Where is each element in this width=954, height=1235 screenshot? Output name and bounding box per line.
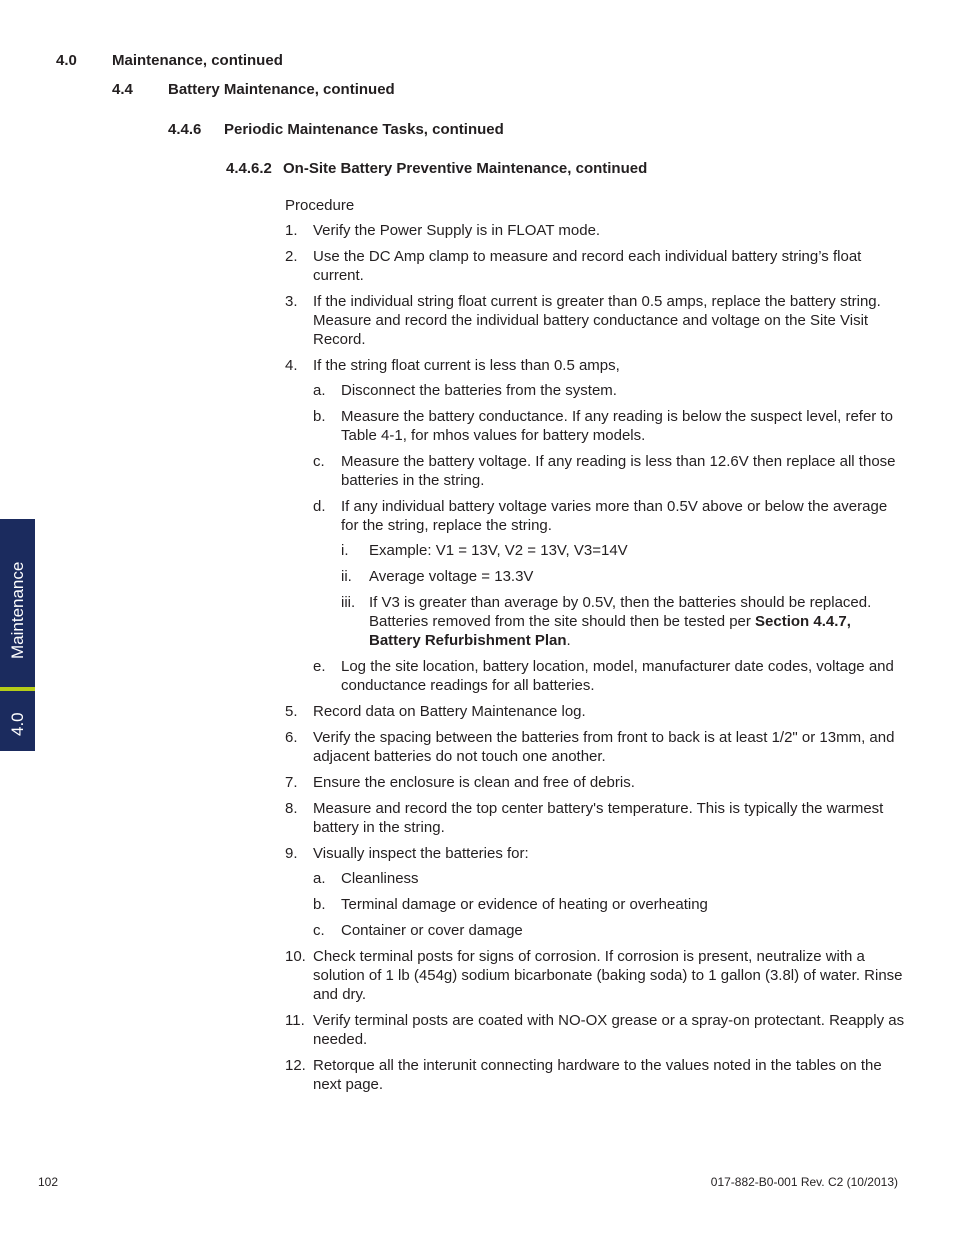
substep-letter: a.	[313, 870, 326, 887]
substep-text: Example: V1 = 13V, V2 = 13V, V3=14V	[369, 542, 628, 559]
step-number: 8.	[285, 800, 298, 817]
step-2	[285, 247, 905, 285]
step-text: Ensure the enclosure is clean and free of debris.	[313, 774, 635, 791]
step-text: Visually inspect the batteries for:	[313, 845, 529, 862]
step-text: Measure and record the top center battery's temperature. This is typically the warmest battery in the string.	[313, 800, 884, 836]
substep-letter: b.	[313, 896, 326, 913]
substep-9c	[313, 921, 905, 940]
substep-text: Disconnect the batteries from the system.	[341, 382, 617, 399]
substep-text: Measure the battery conductance. If any reading is below the suspect level, refer to Table 4-1, for mhos values for battery models.	[341, 408, 893, 444]
sub-substeps	[341, 541, 905, 650]
substep-9a	[313, 869, 905, 888]
step-text: Verify terminal posts are coated with NO-OX grease or a spray-on protectant. Reapply as needed.	[313, 1012, 905, 1048]
step-6	[285, 728, 905, 766]
procedure-label: Procedure	[285, 197, 355, 214]
step-number: 7.	[285, 774, 298, 791]
step-number: 1.	[285, 222, 298, 239]
step-3	[285, 292, 905, 349]
step-number: 3.	[285, 293, 298, 310]
substep-letter: c.	[313, 922, 325, 939]
substep-letter: b.	[313, 408, 326, 425]
substep-4c	[313, 452, 905, 490]
substeps	[313, 869, 905, 940]
step-11	[285, 1011, 905, 1049]
substep-letter: a.	[313, 382, 326, 399]
substep-4d-iii	[341, 593, 905, 650]
step-number: 5.	[285, 703, 298, 720]
substep-text: Container or cover damage	[341, 922, 523, 939]
step-7	[285, 773, 905, 792]
step-1	[285, 221, 905, 240]
heading-text: Periodic Maintenance Tasks, continued	[224, 121, 504, 138]
step-number: 6.	[285, 729, 298, 746]
step-number: 9.	[285, 845, 298, 862]
substeps	[313, 381, 905, 695]
substep-text: Average voltage = 13.3V	[369, 568, 534, 585]
substep-4d-i	[341, 541, 905, 560]
step-text: Use the DC Amp clamp to measure and record each individual battery string’s float current.	[313, 248, 862, 284]
substep-4b	[313, 407, 905, 445]
heading-number: 4.4	[112, 81, 133, 98]
substep-4a	[313, 381, 905, 400]
step-text: If the individual string float current is greater than 0.5 amps, replace the battery string. Measure and record the individual battery conductance and voltage on the Site Visit Record.	[313, 293, 881, 348]
substep-4d-ii	[341, 567, 905, 586]
substep-letter: d.	[313, 498, 326, 515]
step-9	[285, 844, 905, 940]
substep-letter: c.	[313, 453, 325, 470]
heading-text: On-Site Battery Preventive Maintenance, continued	[283, 160, 648, 177]
substep-letter: e.	[313, 658, 326, 675]
heading-number: 4.4.6.2	[226, 160, 272, 177]
substep-9b	[313, 895, 905, 914]
substep-text: Measure the battery voltage. If any reading is less than 12.6V then replace all those batteries in the string.	[341, 453, 896, 489]
step-number: 11.	[285, 1012, 305, 1029]
step-text: Verify the Power Supply is in FLOAT mode.	[313, 222, 601, 239]
step-number: 10.	[285, 948, 306, 965]
chapter-title: Maintenance	[8, 561, 27, 659]
substep-text: Cleanliness	[341, 870, 419, 887]
step-text: Check terminal posts for signs of corrosion. If corrosion is present, neutralize with a solution of 1 lb (454g) sodium bicarbonate (baking soda) to 1 gallon (3.8l) of water. Rinse and dry.	[313, 948, 903, 1003]
step-10	[285, 947, 905, 1004]
substep-text: Log the site location, battery location, model, manufacturer date codes, voltage and conductance readings for all batteries.	[341, 658, 894, 694]
step-number: 12.	[285, 1057, 306, 1074]
heading-section-4-0	[56, 52, 283, 70]
step-12	[285, 1056, 905, 1094]
heading-section-4-4-6-2	[226, 160, 647, 178]
step-text: If the string float current is less than 0.5 amps,	[313, 357, 620, 374]
step-text: Verify the spacing between the batteries from front to back is at least 1/2" or 13mm, and adjacent batteries do not touch one another.	[313, 729, 895, 765]
tab-divider	[0, 687, 35, 691]
heading-number: 4.4.6	[168, 121, 202, 138]
substep-4e	[313, 657, 905, 695]
step-text: Retorque all the interunit connecting hardware to the values noted in the tables on the next page.	[313, 1057, 882, 1093]
step-5	[285, 702, 905, 721]
heading-text: Battery Maintenance, continued	[168, 81, 395, 98]
step-8	[285, 799, 905, 837]
substep-text-pre: If V3 is greater than average by 0.5V, then the batteries should be replaced. Batteries removed from the site should then be tested per	[369, 594, 872, 630]
chapter-number: 4.0	[8, 712, 27, 736]
procedure-body	[285, 196, 905, 1101]
section-reference: Section 4.4.7, Battery Refurbishment Plan	[369, 613, 851, 649]
heading-number: 4.0	[56, 52, 77, 69]
step-number: 2.	[285, 248, 298, 265]
heading-section-4-4	[112, 81, 395, 99]
heading-section-4-4-6	[168, 121, 504, 139]
substep-roman: i.	[341, 542, 349, 559]
chapter-side-tab	[0, 519, 35, 751]
document-id: 017-882-B0-001 Rev. C2 (10/2013)	[710, 1175, 898, 1189]
step-text: Record data on Battery Maintenance log.	[313, 703, 586, 720]
heading-text: Maintenance, continued	[112, 52, 283, 69]
procedure-steps	[285, 221, 905, 1094]
substep-text-post: .	[566, 632, 571, 649]
substep-text: Terminal damage or evidence of heating or overheating	[341, 896, 708, 913]
page-number: 102	[38, 1175, 59, 1189]
substep-roman: ii.	[341, 568, 352, 585]
substep-4d	[313, 497, 905, 650]
substep-roman: iii.	[341, 594, 356, 611]
substep-text: If any individual battery voltage varies more than 0.5V above or below the average for the string, replace the string.	[341, 498, 888, 534]
step-number: 4.	[285, 357, 298, 374]
step-4	[285, 356, 905, 695]
